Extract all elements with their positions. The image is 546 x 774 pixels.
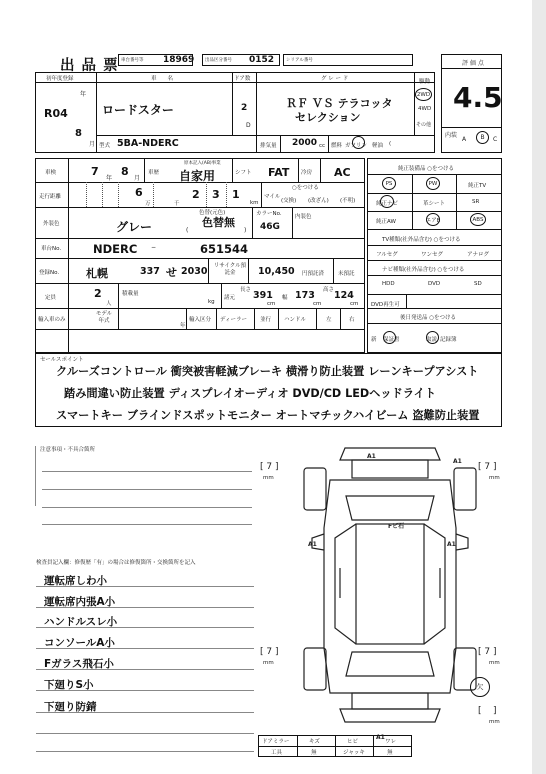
displacement-unit: cc (319, 143, 326, 149)
mark-front-right: A1 (453, 458, 462, 465)
rating-value: 4.5 (453, 81, 503, 114)
tread-rl-bracket-r: ] (275, 647, 279, 657)
sales-point-line-1: クルーズコントロール 衝突被害軽減ブレーキ 横滑り防止装置 レーンキープアシスト (56, 365, 479, 378)
car-diagram (290, 438, 490, 738)
member-no-label: 車台番号等 (121, 58, 144, 63)
acc-tools-value: 無 (311, 750, 317, 756)
color-change: 色替無 (202, 216, 235, 229)
plate-class: 337 (140, 266, 160, 277)
tread-rr-value: 7 (484, 647, 491, 657)
shaken-year-unit: 年 (106, 175, 113, 182)
model: 5BA-NDERC (117, 138, 179, 149)
meter-opt-exchange: (交換) (281, 198, 297, 204)
tread-fl-value: 7 (266, 462, 273, 472)
tread-fr-value: 7 (484, 462, 491, 472)
plate-kana: せ (166, 266, 177, 279)
recycle-paid: 円預託済 (302, 271, 325, 277)
capacity-unit: 人 (106, 301, 112, 307)
mileage-label: 走行距離 (39, 194, 62, 200)
mileage-digit-3: 1 (232, 188, 240, 201)
tread-spare-bracket-l: [ (478, 706, 482, 716)
docs-new: 新 (371, 337, 377, 343)
width-unit: cm (313, 301, 322, 307)
drive-4wd: 4WD (418, 106, 432, 112)
equip-aw: 純正AW (376, 219, 396, 225)
mileage-man: 万 (145, 201, 151, 207)
car-name: ロードスター (102, 103, 174, 117)
equip-navi-circle (380, 195, 394, 208)
equipment-std-label: 純正装備品 ○をつける (398, 166, 455, 172)
mark-front-bumper: A1 (367, 453, 376, 460)
mileage-10k: 6 (135, 186, 143, 199)
import-label: 輸入車のみ (38, 317, 66, 323)
fuel-gasoline-circle (352, 136, 365, 149)
height: 124 (334, 290, 354, 301)
tread-fl-unit: mm (263, 475, 274, 481)
equip-navi: 純正ナビ (376, 201, 399, 207)
length-label: 長さ (240, 287, 252, 293)
tread-fr-bracket-r: ] (493, 462, 497, 472)
navi-label: ナビ種類(社外品含む) ○をつける (382, 267, 465, 273)
color-change-label: 色替(元色) (199, 210, 226, 216)
mileage-digit-1: 2 (192, 188, 200, 201)
meter-label: マイル (264, 194, 281, 200)
recycle-amount: 10,450 (258, 266, 295, 277)
tv-oneseg: ワンセグ (421, 252, 444, 258)
sales-points-box (35, 353, 502, 427)
meter-opt-unknown: (不明) (340, 198, 356, 204)
equip-sr: SR (472, 199, 480, 205)
sheet-title: 出 品 票 (60, 58, 119, 74)
usage-label: 車歴 (148, 170, 160, 176)
meter-circle-hint: ○をつける (292, 185, 319, 191)
exhibit-no-box (202, 54, 280, 66)
tread-rl-unit: mm (263, 660, 274, 666)
acc-jack-value: 無 (387, 750, 393, 756)
equip-pw: PW (426, 177, 440, 190)
model-label: 型式 (99, 143, 111, 149)
mileage-digit-2: 3 (212, 188, 220, 201)
mark-right-side: A1 (447, 541, 456, 548)
tread-rr-bracket-l: [ (478, 647, 482, 657)
member-no: 18969 (163, 55, 195, 65)
recycle-label: リサイクル預託金 (213, 263, 247, 276)
equip-tv: 純正TV (468, 183, 487, 189)
chassis-prefix: NDERC (93, 242, 138, 256)
shift-label: シフト (235, 170, 252, 176)
accessories-table (258, 735, 412, 757)
parallel-label: 並行 (260, 317, 272, 323)
capacity-label: 定員 (45, 295, 57, 301)
width-label: 幅 (282, 295, 288, 301)
tread-spare (478, 706, 496, 716)
fuel-label: 燃料 (331, 143, 343, 149)
rating-label: 評 価 点 (462, 60, 484, 67)
first-reg-label: 初年度登録 (46, 76, 74, 82)
defect-2: 運転席内張A小 (44, 596, 116, 608)
mark-left-side: A1 (308, 541, 317, 548)
acc-scratch: キズ (309, 739, 320, 745)
length-unit: cm (267, 301, 276, 307)
acc-tools-label: 工具 (271, 750, 283, 756)
rating-box (441, 54, 502, 153)
first-reg-year-unit: 年 (80, 91, 87, 98)
tv-analog: アナログ (467, 252, 490, 258)
meter-opt-tamper: (改ざん) (308, 198, 329, 204)
chassis-no: 651544 (200, 242, 249, 256)
defect-1: 運転席しわ小 (44, 575, 107, 587)
usage-top: 原本記入(AB)事業 (184, 161, 221, 166)
mark-windshield-chip: Fピ石 (388, 523, 405, 530)
interior-label: 内装 (445, 132, 458, 139)
doors: 2 (241, 103, 248, 113)
model-year-label: モデル年式 (95, 311, 113, 324)
inspection-grid (35, 158, 365, 353)
dvd-label: DVD再生可 (371, 302, 400, 308)
model-year-unit: 年 (180, 323, 186, 329)
docs-warranty: 保証書 (383, 337, 400, 343)
mileage-unit: km (250, 200, 259, 206)
tv-label: TV種類(社外品含む) ○をつける (382, 237, 461, 243)
fuel-diesel: 軽油 (372, 143, 384, 149)
tread-rl (260, 647, 279, 657)
ac: AC (334, 166, 351, 179)
tread-rl-bracket-l: [ (260, 647, 264, 657)
handle-right: 右 (349, 317, 355, 323)
sales-points-label: セールスポイント (40, 357, 84, 363)
color-label: 外装色 (43, 221, 60, 227)
tread-rr-unit: mm (489, 660, 500, 666)
tread-fl-bracket-l: [ (260, 462, 264, 472)
exhibit-no-label: 出品区分番号 (205, 58, 232, 63)
handle-left: 左 (326, 317, 332, 323)
color-no-label: カラーNo. (256, 211, 282, 217)
spare-tire-mark: 欠 (470, 677, 490, 697)
plate-area: 札幌 (86, 267, 108, 280)
navi-sd: SD (474, 281, 482, 287)
load-label: 積載量 (122, 291, 139, 297)
page-edge (532, 0, 546, 774)
doors-label: ドア数 (234, 76, 251, 82)
interior-grade-c: C (493, 136, 498, 143)
displacement-label: 排気量 (260, 143, 277, 149)
first-reg-month-unit: 月 (89, 141, 96, 148)
sales-point-line-3: スマートキー ブラインドスポットモニター オートマチックハイビーム 盗難防止装置 (56, 409, 480, 422)
serial-no-box (283, 54, 413, 66)
tread-rr-bracket-r: ] (493, 647, 497, 657)
vehicle-box (35, 72, 435, 153)
car-name-label: 車 名 (151, 76, 174, 82)
shaken-month-unit: 月 (134, 175, 141, 182)
grade-line1: ＲＦ ＶＳ テラコッタ (286, 97, 393, 110)
plate-label: 登録No. (39, 270, 60, 276)
shaken-label: 車検 (45, 170, 57, 176)
tread-rr (478, 647, 497, 657)
load-unit: kg (208, 299, 215, 305)
color-paren-left: ( (186, 227, 189, 234)
equipment-box (367, 158, 502, 353)
drive-other: その他 (416, 122, 432, 128)
navi-dvd: DVD (428, 281, 441, 287)
equip-airbag: エアB (426, 213, 440, 226)
handle-label: ハンドル (284, 317, 307, 323)
recycle-unpaid: 未預託 (338, 271, 355, 277)
dims-label: 諸元 (224, 295, 236, 301)
capacity: 2 (94, 287, 102, 300)
interior-color-label: 内装色 (295, 214, 312, 220)
ac-label: 冷房 (301, 170, 313, 176)
width: 173 (295, 290, 315, 301)
tread-rl-value: 7 (266, 647, 273, 657)
tread-fl-bracket-r: ] (275, 462, 279, 472)
fuel-paren: ( (389, 141, 392, 147)
inspector-label: 検査員記入欄：修復歴「有」の場合は修復箇所・交換箇所を記入 (36, 560, 196, 566)
shaken-year: 7 (91, 165, 99, 178)
color-no: 46G (260, 222, 280, 232)
tread-fr (478, 462, 497, 472)
usage: 自家用 (179, 169, 216, 183)
shift: FAT (268, 166, 290, 179)
docs-manual-circle (426, 331, 439, 344)
exhibit-no: 0152 (249, 55, 275, 65)
height-label: 高さ (323, 287, 335, 293)
displacement: 2000 (292, 138, 318, 148)
member-no-box (118, 54, 193, 66)
color: グレー (116, 220, 153, 234)
navi-hdd: HDD (382, 281, 395, 287)
defect-3: ハンドルスレ小 (44, 616, 118, 628)
sales-point-line-2: 踏み間違い防止装置 ディスプレイオーディオ DVD/CD LEDヘッドライト (64, 387, 436, 400)
grade-label: グ レ ー ド (321, 76, 349, 82)
equip-leather: 革シート (423, 201, 446, 207)
interior-grade-a: A (462, 136, 467, 143)
acc-crack: ヒビ (347, 739, 359, 745)
height-unit: cm (350, 301, 359, 307)
equip-abs: ABS (470, 213, 486, 226)
drive-2wd: 2WD (415, 88, 432, 101)
defect-5: Fガラス飛石小 (44, 658, 114, 670)
tread-spare-unit: mm (489, 719, 500, 725)
docs-warranty-circle (383, 331, 396, 344)
defect-6: 下廻りS小 (44, 679, 94, 691)
plate-no: 2030 (181, 266, 208, 277)
first-reg-month: 8 (75, 128, 82, 139)
acc-break: ワレ (385, 739, 397, 745)
grade-line2: セレクション (295, 111, 361, 124)
mileage-sen: 千 (174, 201, 180, 207)
defect-4: コンソールA小 (44, 637, 115, 649)
docs-label: 後日発送品 ○をつける (400, 315, 457, 321)
interior-grade-b: B (476, 131, 489, 144)
doors-suffix: D (246, 122, 251, 129)
acc-mirror: ドアミラー (262, 739, 290, 745)
acc-jack-label: ジャッキ (343, 750, 365, 756)
import-kind-label: 輸入区分 (189, 317, 212, 323)
serial-label: シリアル番号 (286, 58, 313, 63)
shaken-month: 8 (121, 165, 129, 178)
chassis-dash: − (151, 244, 157, 251)
tread-fr-bracket-l: [ (478, 462, 482, 472)
dealer-label: ディーラー (220, 317, 248, 323)
tread-spare-bracket-r: ] (492, 706, 497, 716)
chassis-label: 車台No. (41, 246, 62, 252)
length: 391 (253, 290, 273, 301)
tread-fr-unit: mm (489, 475, 500, 481)
defect-7: 下廻り防錆 (44, 701, 97, 713)
docs-manual: 取説 (426, 337, 438, 343)
mark-rear-bumper: A1 (376, 734, 385, 741)
fuel-gasoline: ガソリン (345, 143, 368, 149)
notes-label: 注意事項・不具合箇所 (40, 447, 96, 453)
docs-record: 記録簿 (440, 337, 457, 343)
first-reg-year: R04 (44, 107, 68, 120)
tread-fl (260, 462, 279, 472)
tv-fullseg: フルセグ (376, 252, 398, 258)
color-paren-right: ) (244, 227, 247, 234)
equip-ps: PS (382, 177, 396, 190)
drive-label: 駆動 (419, 79, 431, 85)
